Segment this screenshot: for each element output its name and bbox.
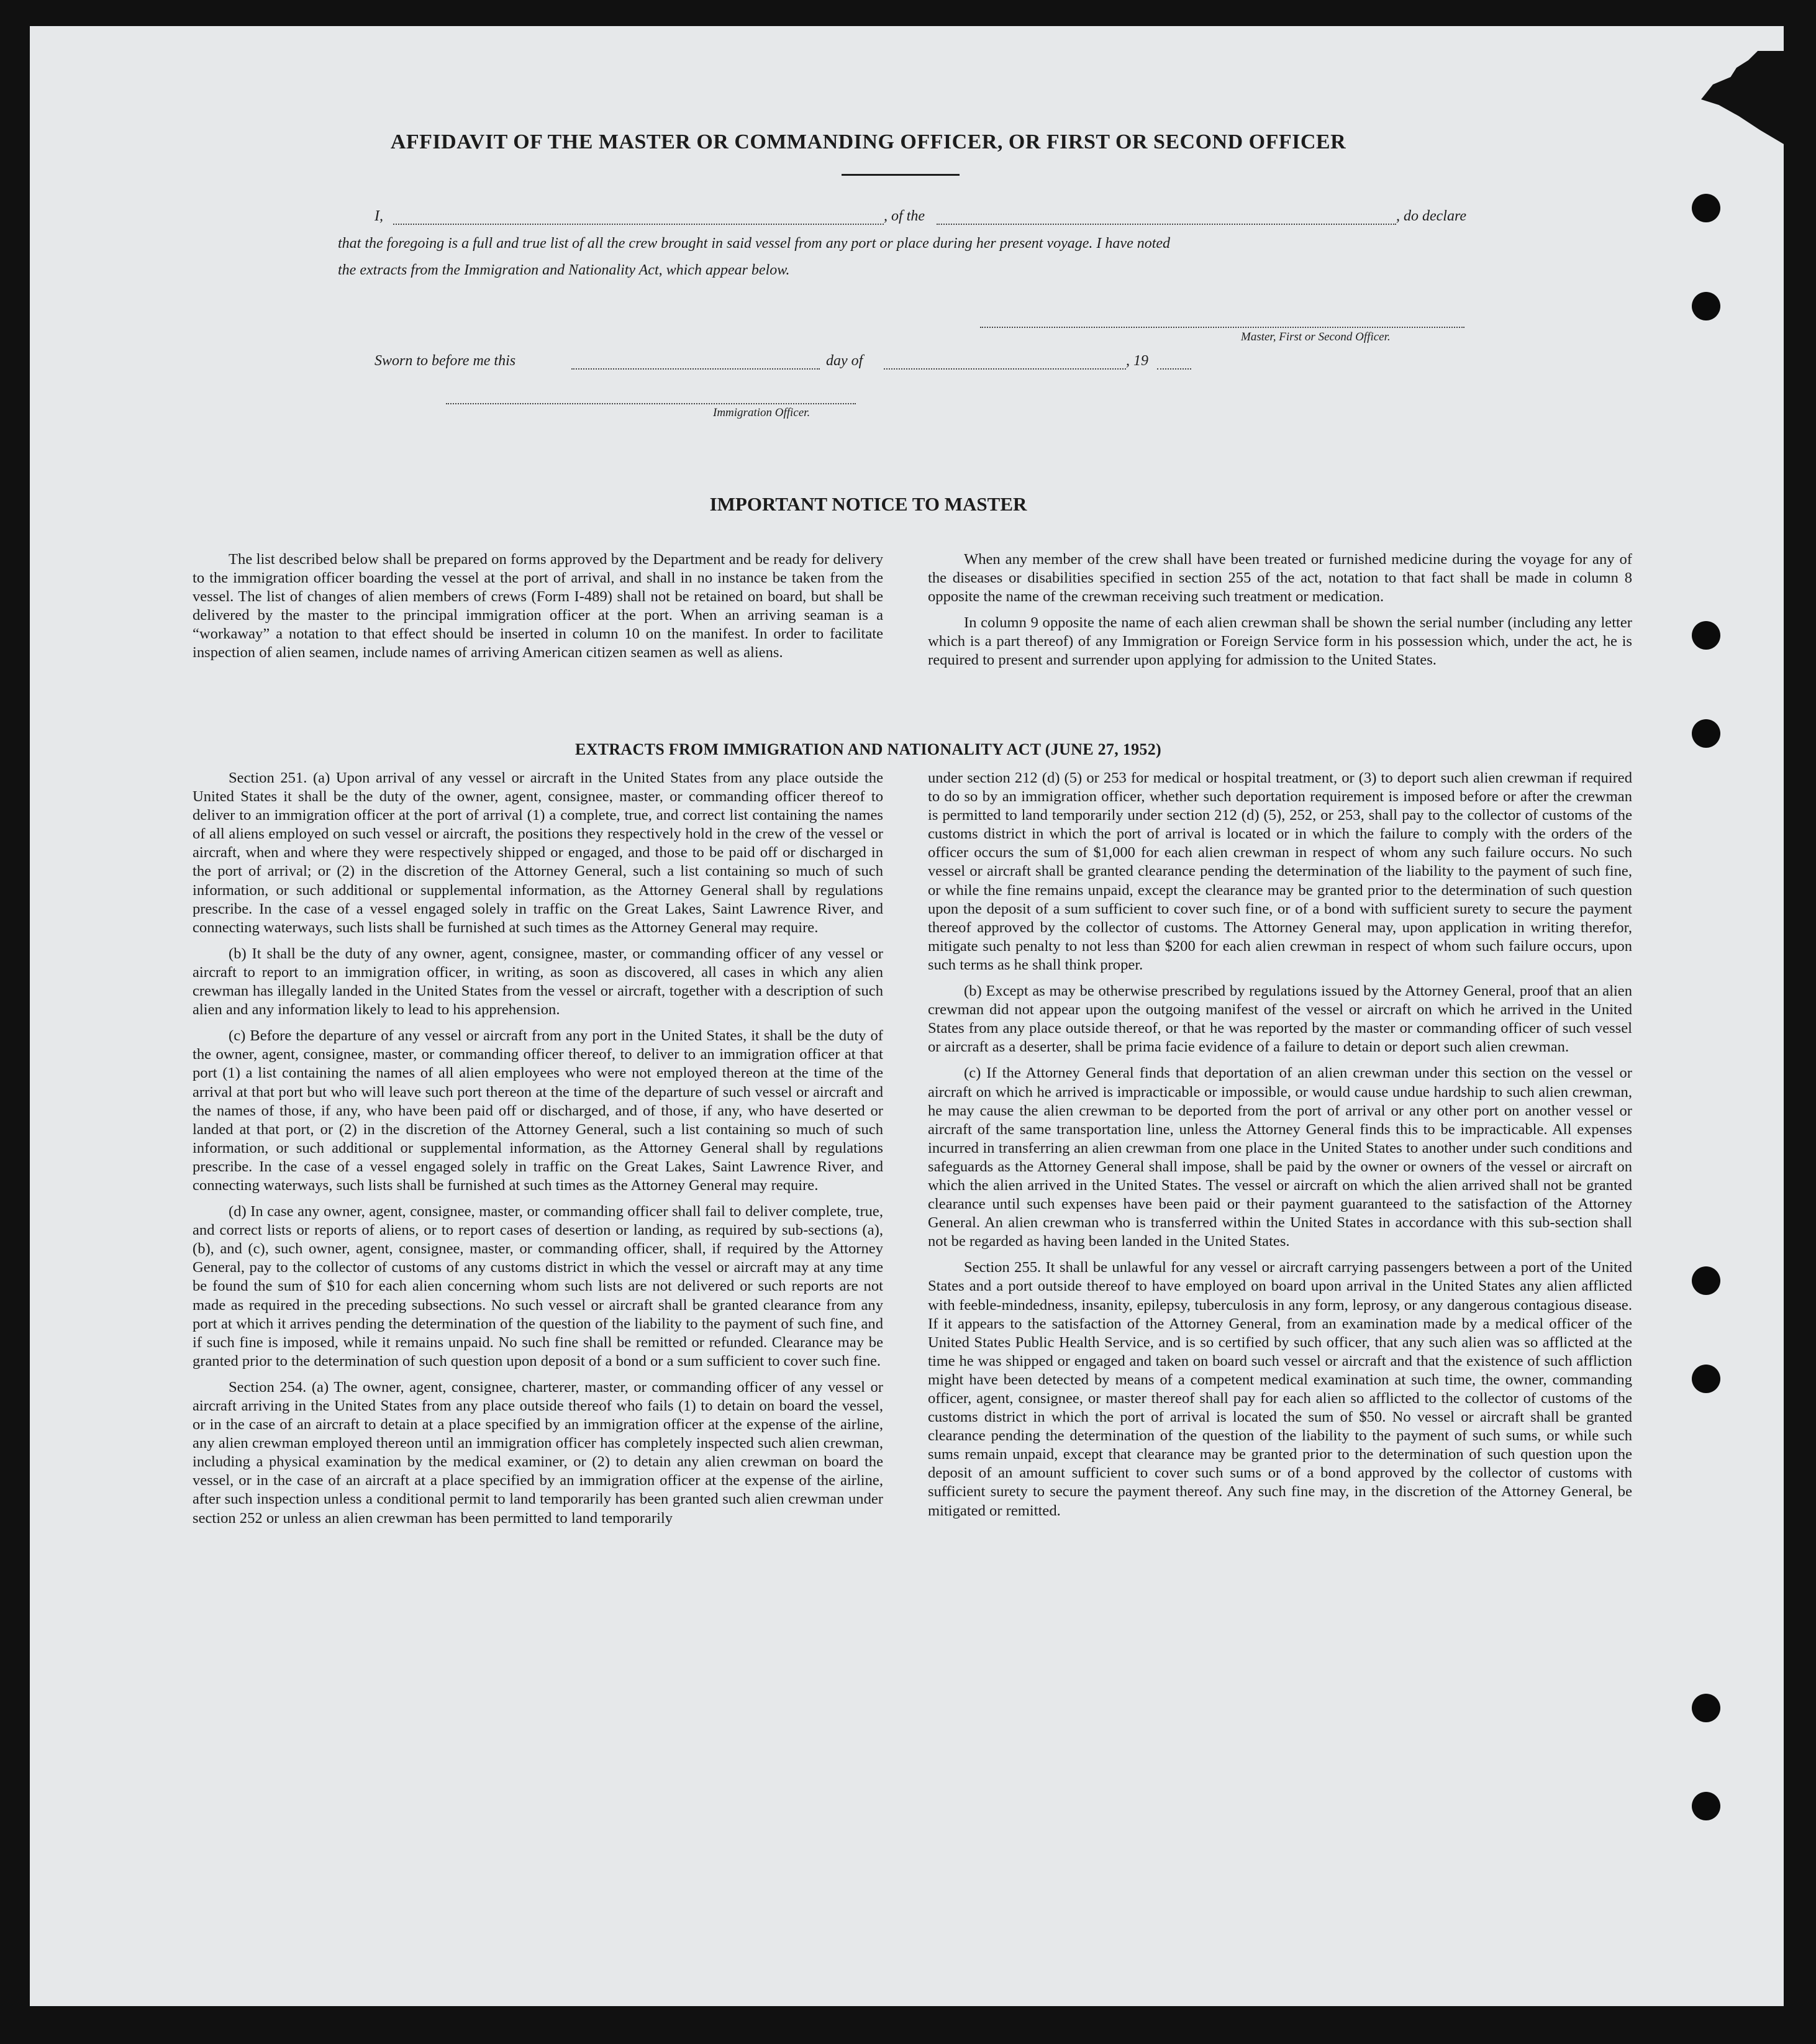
binder-hole [1692,1365,1720,1393]
extract-paragraph: (c) Before the departure of any vessel or aircraft from any port in the United States, it shall be the duty of the owner, agent, consignee, master, or commanding officer thereof, to deliver to an immigration officer at that port (1) a list containing the names of all alien employees who were not employed thereon at the time of the arrival at that port but who will leave such port thereon at the time of the departure of such vessel or aircraft and the names of those, if any, who have been paid off or discharged, and of those, if any, who have deserted or landed at that port, or (2) in the discretion of the Attorney General, such a list containing so much of such information, or such additional or supplemental information, as the Attorney General shall by regulations prescribe. In the case of a vessel engaged solely in traffic on the Great Lakes, Saint Lawrence River, and connecting waterways, such lists shall be furnished at such times as the Attorney General may require. [193,1027,883,1194]
notice-title: IMPORTANT NOTICE TO MASTER [709,493,1027,515]
declarant-label: I, [375,208,383,224]
year-label: , 19 [1126,353,1148,369]
extracts-right-column [928,769,1632,1520]
of-the-label: , of the [884,208,925,224]
extract-paragraph: under section 212 (d) (5) or 253 for medical or hospital treatment, or (3) to deport such alien crewman if required to do so by an immigration officer, whether such deportation requirement is imposed before or after the crewman is permitted to land temporarily under section 212 (d) (5), 252, or 253, shall pay to the collector of customs of the customs district in which the port of arrival is located or in which the failure to comply with the orders of the officer occurs the sum of $1,000 for each alien crewman in respect of whom any such failure occurs. No such vessel or aircraft shall be granted clearance pending the determination of the liability to the payment of such fine, or while the fine remains unpaid, except the clearance may be granted prior to the determination of such question upon the deposit of a sum sufficient to cover such fine, or of a bond with sufficient surety to secure the payment thereof approved by the collector of customs. The Attorney General may, upon application in writing therefor, mitigate such penalty to not less than $200 for each alien crewman in respect of whom such failure occurs, upon such terms as he shall think proper. [928,770,1632,973]
master-signature-field[interactable] [980,327,1464,328]
extract-paragraph: Section 255. It shall be unlawful for any vessel or aircraft carrying passengers between a port of the United States and a port outside thereof to have employed on board upon arrival in the United States any alien afflicted with feeble-mindedness, insanity, epilepsy, tuberculosis in any form, leprosy, or any dangerous contagious disease. If it appears to the satisfaction of the Attorney General, from an examination made by a medical officer of the United States Public Health Service, and is so certified by such officer, that any such alien was so afflicted at the time he was shipped or engaged and taken on board such vessel or aircraft and that the existence of such affliction might have been detected by means of a competent medical examination at such time, the owner, commanding officer, agent, consignee, or master thereof shall pay for each alien so afflicted to the collector of customs of the customs district in which the port of arrival is located the sum of $50. No vessel or aircraft shall be granted clearance pending the determination of the question of the liability to the payment of such sums, or while such sums remain unpaid, except that clearance may be granted prior to the determination of such question upon the deposit of an amount sufficient to cover such sums or of a bond approved by the collector of customs with sufficient surety to secure the payment thereof. Any such fine may, in the discretion of the Attorney General, be mitigated or remitted. [928,1259,1632,1519]
declaration-statement-line1: that the foregoing is a full and true list of all the crew brought in said vessel from any port or place during her present voyage. I have noted [338,235,1171,252]
notice-left-paragraph: The list described below shall be prepared on forms approved by the Department and be ready for delivery to the immigration officer boarding the vessel at the port of arrival, and shall in no instance be taken from the vessel. The list of changes of alien members of crews (Form I-489) shall not be retained on board, but shall be delivered by the master to the principal immigration officer at the port. When an arriving seaman is a “workaway” a notation to that effect should be inserted in column 10 on the manifest. In order to facilitate inspection of alien seamen, include names of arriving American citizen seamen as well as aliens. [193,551,883,661]
sworn-label: Sworn to before me this [375,353,516,369]
notice-right-column [928,550,1632,670]
notice-right-paragraph-2: In column 9 opposite the name of each alien crewman shall be shown the serial number (including any letter which is a part thereof) of any Immigration or Foreign Service form in his possession which, under the act, he is required to present and surrender upon applying for admission to the United States. [928,614,1632,669]
binder-hole [1692,1694,1720,1722]
binder-hole [1692,292,1720,320]
binder-hole [1692,621,1720,650]
notice-right-paragraph-1: When any member of the crew shall have been treated or furnished medicine during the voyage for any of the diseases or disabilities specified in section 255 of the act, notation to that fact shall be made in column 8 opposite the name of the crewman receiving such treatment or medication. [928,551,1632,606]
sworn-day-field[interactable] [571,368,820,370]
binder-hole [1692,719,1720,748]
extract-paragraph: (b) It shall be the duty of any owner, agent, consignee, master, or commanding officer of any vessel or aircraft to report to an immigration officer, in writing, as soon as discovered, all cases in which any alien crewman has illegally landed in the United States from the vessel or aircraft, together with a description of such alien and any information likely to lead to his apprehension. [193,945,883,1019]
declarant-name-field[interactable] [393,224,884,225]
extracts-title: EXTRACTS FROM IMMIGRATION AND NATIONALITY ACT (JUNE 27, 1952) [574,740,1161,758]
do-declare-label: , do declare [1396,208,1467,224]
sworn-year-field[interactable] [1157,368,1191,370]
master-signature-caption: Master, First or Second Officer. [1241,330,1391,343]
day-of-label: day of [826,353,863,369]
binder-hole [1692,1266,1720,1295]
vessel-name-field[interactable] [937,224,1396,225]
title-underline [842,174,960,176]
binder-hole [1692,194,1720,222]
extracts-left-column [193,769,883,1528]
binder-hole [1692,1792,1720,1820]
extract-paragraph: Section 251. (a) Upon arrival of any vessel or aircraft in the United States from any place outside the United States it shall be the duty of the owner, agent, consignee, master, or commanding officer thereof to deliver to an immigration officer at the port of arrival (1) a complete, true, and correct list containing the names of all aliens employed on such vessel or aircraft, the positions they respectively hold in the crew of the vessel or aircraft, when and where they were respectively shipped or engaged, and those to be paid off or discharged in the port of arrival; or (2) in the discretion of the Attorney General, such a list containing so much of such information, or such additional or supplemental information, as the Attorney General shall by regulations prescribe. In the case of a vessel engaged solely in traffic on the Great Lakes, Saint Lawrence River, and connecting waterways, such lists shall be furnished at such times as the Attorney General may require. [193,770,883,936]
torn-corner [1666,51,1784,144]
form-page [30,26,1784,2006]
extract-paragraph: (d) In case any owner, agent, consignee, master, or commanding officer shall fail to deliver complete, true, and correct lists or reports of aliens, or to report cases of desertion or landing, as required by sub-sections (a), (b), and (c), such owner, agent, consignee, master, or commanding officer, shall, if required by the Attorney General, pay to the collector of customs of any customs district in which the vessel or aircraft may at any time be found the sum of $10 for each alien concerning whom such lists are not delivered or such reports are not made as required in the preceding subsections. No such vessel or aircraft shall be granted clearance from any port at which it arrives pending the determination of the question of the liability to the payment of such fine, and if such fine is imposed, while it remains unpaid. No such fine shall be remitted or refunded. Clearance may be granted prior to the determination of such question upon deposit of a bond or a sum sufficient to cover such fine. [193,1203,883,1369]
extract-paragraph: (b) Except as may be otherwise prescribed by regulations issued by the Attorney General, proof that an alien crewman did not appear upon the outgoing manifest of the vessel or aircraft on which he arrived in the United States from any place outside thereof, or that he was reported by the master or commanding officer of such vessel or aircraft as a deserter, shall be prima facie evidence of a failure to detain or deport such alien crewman. [928,983,1632,1056]
notice-left-column [193,550,883,663]
declaration-statement-line2: the extracts from the Immigration and Nationality Act, which appear below. [338,262,790,278]
immigration-officer-signature-field[interactable] [446,403,856,404]
sworn-month-field[interactable] [884,368,1126,370]
extract-paragraph: (c) If the Attorney General finds that deportation of an alien crewman under this section on the vessel or aircraft on which he arrived is impracticable or impossible, or would cause undue hardship to such alien crewman, he may cause the alien crewman to be deported from the port of arrival or any other port on another vessel or aircraft of the same transportation line, unless the Attorney General finds this to be impracticable. All expenses incurred in transferring an alien crewman from one place in the United States to another under such conditions and safeguards as the Attorney General shall impose, shall be paid by the owner or owners of the vessel or aircraft on which the alien arrived in the United States. The vessel or aircraft on which the alien arrived shall not be granted clearance until such expenses have been paid or their payment guaranteed to the satisfaction of the Attorney General. An alien crewman who is transferred within the United States in accordance with this sub-section shall not be regarded as having been landed in the United States. [928,1065,1632,1250]
immigration-officer-caption: Immigration Officer. [713,406,810,419]
affidavit-title: AFFIDAVIT OF THE MASTER OR COMMANDING OFFICER, OR FIRST OR SECOND OFFICER [390,130,1346,153]
extract-paragraph: Section 254. (a) The owner, agent, consignee, charterer, master, or commanding officer of any vessel or aircraft arriving in the United States from any place outside thereof who fails (1) to detain on board the vessel, or in the case of an aircraft to detain at a place specified by an immigration officer at the expense of the airline, any alien crewman employed thereon until an immigration officer has completely inspected such alien crewman, including a physical examination by the medical examiner, or (2) to detain any alien crewman on board the vessel, or in the case of an aircraft at a place specified by an immigration officer at the expense of the airline, after such inspection unless a conditional permit to land temporarily has been granted such alien crewman under section 252 or unless an alien crewman has been permitted to land temporarily [193,1378,883,1527]
